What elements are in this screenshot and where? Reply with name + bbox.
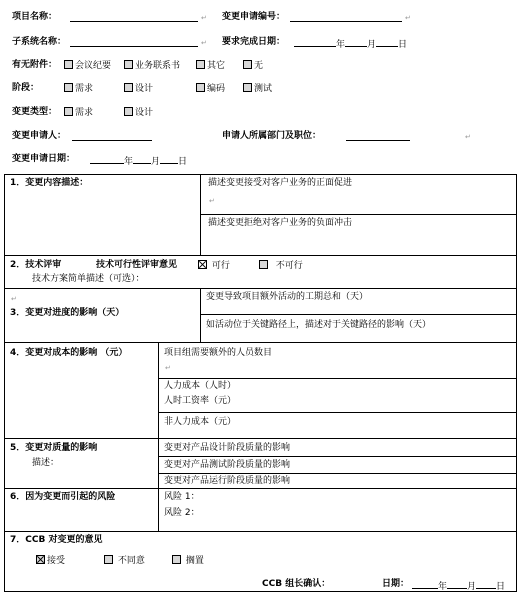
s7-option-accept[interactable]: 接受 — [36, 555, 65, 567]
checkbox-icon[interactable] — [243, 83, 252, 92]
attachment-label: 有无附件： — [12, 60, 58, 70]
attachment-option-2[interactable]: 其它 — [196, 60, 225, 72]
checkbox-icon[interactable] — [64, 60, 73, 69]
s7-confirm-label: CCB 组长确认： — [262, 579, 331, 589]
project-name-field[interactable] — [70, 12, 198, 22]
checkbox-icon[interactable] — [124, 60, 133, 69]
checkbox-icon[interactable] — [259, 260, 268, 269]
s5-design-label: 变更对产品设计阶段质量的影响 — [164, 443, 291, 453]
checkbox-checked-icon[interactable] — [36, 555, 45, 564]
s4-rate-label: 人时工资率（元） — [164, 396, 237, 406]
s4-non-hr-label: 非人力成本（元） — [164, 417, 237, 427]
s3-extra-label: 变更导致项目额外活动的工期总和（天） — [206, 292, 369, 302]
attachment-option-1[interactable]: 业务联系书 — [124, 60, 180, 72]
section-3-title: 3．变更对进度的影响（天） — [10, 308, 125, 318]
attachment-option-3[interactable]: 无 — [243, 60, 263, 72]
project-name-label: 项目名称： — [12, 12, 58, 22]
section-4-title: 4．变更对成本的影响 （元） — [10, 348, 128, 358]
subsystem-label: 子系统名称： — [12, 37, 67, 47]
stage-option-1[interactable]: 设计 — [124, 83, 153, 95]
section-5-title: 5．变更对质量的影响 — [10, 443, 98, 453]
s4-people-label: 项目组需要额外的人员数目 — [164, 348, 273, 358]
dept-field[interactable] — [346, 131, 410, 141]
apply-date-label: 变更申请日期： — [12, 154, 76, 164]
s7-option-hold[interactable]: 搁置 — [172, 555, 204, 567]
checkbox-icon[interactable] — [172, 555, 181, 564]
deadline-date[interactable]: 年 月 日 — [294, 37, 407, 51]
section-1-title: 1．变更内容描述： — [10, 178, 89, 188]
s2-option-no[interactable]: 不可行 — [259, 260, 303, 272]
s5-run-label: 变更对产品运行阶段质量的影响 — [164, 476, 291, 486]
s3-critical-label: 如活动位于关键路径上，描述对于关键路径的影响（天） — [206, 320, 432, 330]
dept-label: 申请人所属部门及职位： — [222, 131, 322, 141]
checkbox-icon[interactable] — [196, 60, 205, 69]
section-7-title: 7．CCB 对变更的意见 — [10, 535, 103, 545]
attachment-option-0[interactable]: 会议纪要 — [64, 60, 111, 72]
checkbox-icon[interactable] — [104, 555, 113, 564]
apply-date[interactable]: 年 月 日 — [90, 154, 187, 168]
change-type-label: 变更类型： — [12, 107, 58, 117]
applicant-label: 变更申请人： — [12, 131, 67, 141]
s1-positive-label: 描述变更接受对客户业务的正面促进 — [208, 178, 353, 188]
section-6-title: 6．因为变更而引起的风险 — [10, 492, 116, 502]
checkbox-icon[interactable] — [64, 107, 73, 116]
s7-option-reject[interactable]: 不同意 — [104, 555, 145, 567]
checkbox-icon[interactable] — [196, 83, 205, 92]
stage-label: 阶段： — [12, 83, 40, 93]
subsystem-field[interactable] — [70, 37, 198, 47]
section-2-title: 2．技术评审 — [10, 260, 62, 270]
s4-hr-cost-label: 人力成本（人时） — [164, 381, 237, 391]
s7-date-field[interactable]: 年 月 日 — [412, 579, 505, 593]
s2-feasibility-label: 技术可行性评审意见 — [96, 260, 178, 270]
stage-option-3[interactable]: 测试 — [243, 83, 272, 95]
s6-risk1-label: 风险 1： — [164, 492, 200, 502]
stage-option-2[interactable]: 编码 — [196, 83, 225, 95]
checkbox-icon[interactable] — [243, 60, 252, 69]
checkbox-icon[interactable] — [124, 83, 133, 92]
checkbox-icon[interactable] — [64, 83, 73, 92]
deadline-label: 要求完成日期： — [222, 37, 286, 47]
change-type-option-1[interactable]: 设计 — [124, 107, 153, 119]
s1-negative-field[interactable] — [202, 230, 514, 254]
s7-date-label: 日期： — [382, 579, 410, 589]
s6-risk2-label: 风险 2： — [164, 508, 200, 518]
stage-option-0[interactable]: 需求 — [64, 83, 93, 95]
change-id-field[interactable] — [290, 12, 402, 22]
change-type-option-0[interactable]: 需求 — [64, 107, 93, 119]
s1-negative-label: 描述变更拒绝对客户业务的负面冲击 — [208, 218, 353, 228]
s5-desc-label: 描述： — [32, 458, 60, 468]
applicant-field[interactable] — [72, 131, 152, 141]
s1-positive-field[interactable] — [202, 182, 514, 212]
s2-option-yes[interactable]: 可行 — [198, 260, 230, 272]
checkbox-icon[interactable] — [124, 107, 133, 116]
s2-plan-label: 技术方案简单描述（可选）： — [32, 274, 145, 284]
checkbox-checked-icon[interactable] — [198, 260, 207, 269]
change-id-label: 变更申请编号： — [222, 12, 286, 22]
s5-test-label: 变更对产品测试阶段质量的影响 — [164, 460, 291, 470]
